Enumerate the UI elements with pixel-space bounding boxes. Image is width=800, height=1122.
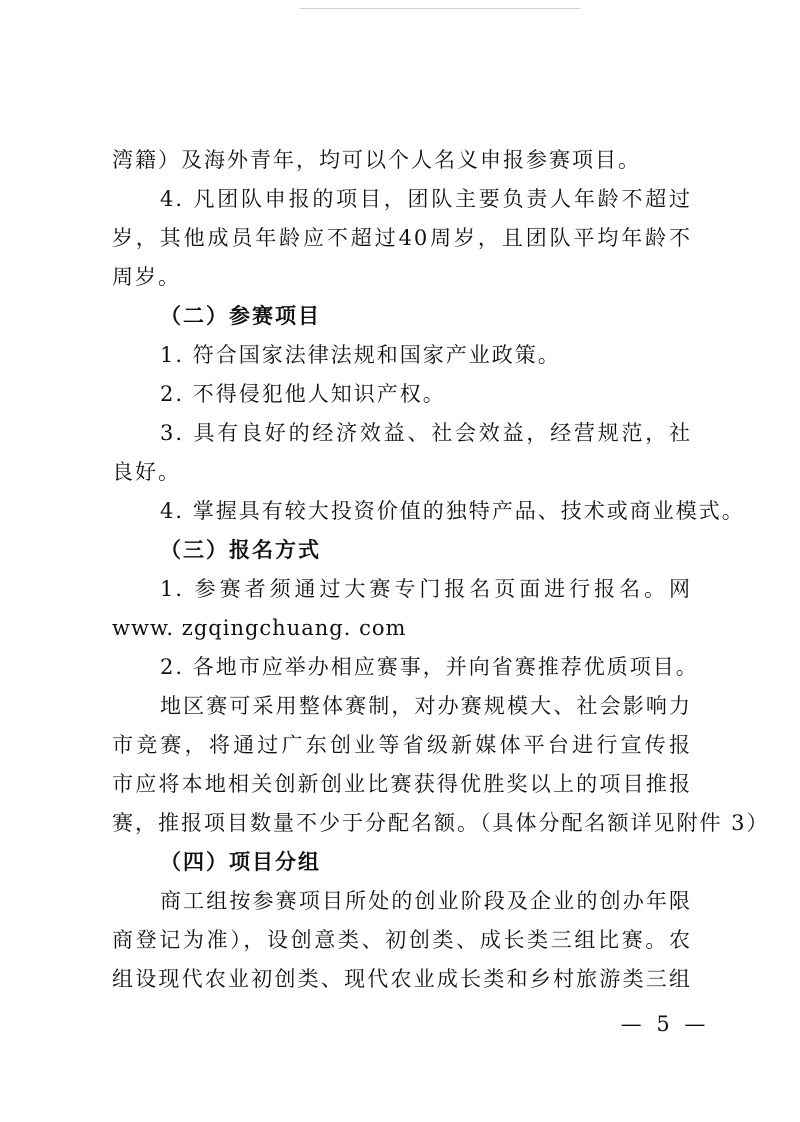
paragraph-line: 商登记为准），设创意类、初创类、成长类三组比赛。农 [112,928,692,952]
paragraph-line: 组设现代农业初创类、现代农业成长类和乡村旅游类三组 [112,967,692,991]
website-url: www. zgqingchuang. com [112,616,407,640]
paragraph-line: 4. 凡团队申报的项目，团队主要负责人年龄不超过 [160,187,692,211]
section-heading: （二）参赛项目 [160,303,321,328]
paragraph-line: 地区赛可采用整体赛制，对办赛规模大、社会影响力 [160,694,692,718]
section-heading: （四）项目分组 [160,849,321,874]
list-item: 1. 符合国家法律法规和国家产业政策。 [160,343,561,367]
paragraph-line: 岁，其他成员年龄应不超过40周岁，且团队平均年龄不 [112,226,692,250]
paragraph-line: 良好。 [112,460,181,484]
paragraph-line: 商工组按参赛项目所处的创业阶段及企业的创办年限 [160,889,692,913]
paragraph-line: 赛，推报项目数量不少于分配名额。（具体分配名额详见附件 3） [112,811,770,835]
paragraph-line: 湾籍）及海外青年，均可以个人名义申报参赛项目。 [112,148,641,172]
paragraph-line: 市竞赛，将通过广东创业等省级新媒体平台进行宣传报 [112,733,692,757]
list-item: 4. 掌握具有较大投资价值的独特产品、技术或商业模式。 [160,499,745,523]
paragraph-line: 周岁。 [112,265,181,289]
list-item: 3. 具有良好的经济效益、社会效益，经营规范，社 [160,421,692,445]
section-heading: （三）报名方式 [160,537,321,562]
list-item: 2. 各地市应举办相应赛事，并向省赛推荐优质项目。 [160,655,699,679]
list-item: 1. 参赛者须通过大赛专门报名页面进行报名。网 [160,577,692,601]
page-number: — 5 — [620,1012,710,1036]
paragraph-line: 市应将本地相关创新创业比赛获得优胜奖以上的项目推报 [112,772,692,796]
list-item: 2. 不得侵犯他人知识产权。 [160,382,446,406]
scan-artifact [300,8,580,9]
